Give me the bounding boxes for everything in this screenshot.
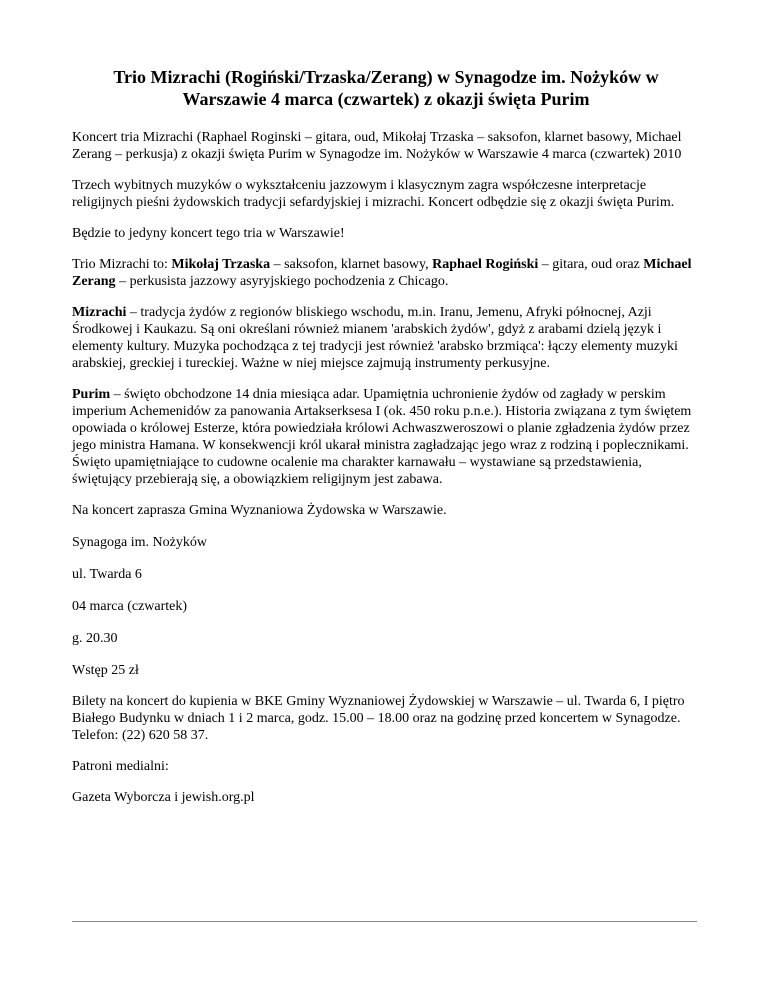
tickets-paragraph: Bilety na koncert do kupienia w BKE Gminy Wyznaniowej Żydowskiej w Warszawie – ul. Twarda 6, I piętro Białego Budynku w dniach 1 i 2 marca, godz. 15.00 – 18.00 oraz na godzinę przed koncertem w Synagodze. Telefon: (22) 620 58 37. xyxy=(72,694,685,743)
venue-line: Synagoga im. Nożyków xyxy=(72,535,207,550)
member-role-roginski: – gitara, oud oraz xyxy=(538,257,644,272)
mizrachi-text: – tradycja żydów z regionów bliskiego wschodu, m.in. Iranu, Jemenu, Afryki północnej, Azji Środkowej i Kaukazu. Są oni określani również mianem 'arabskich żydów', gdyż z arabami dzielą język i elementy kultury. Muzyka pochodząca z tej tradycji jest również 'arabsko brzmiąca': łączy elementy muzyki arabskiej, greckiej i tureckiej. Ważne w niej miejsce zajmują instrumenty perkusyjne. xyxy=(72,305,678,371)
price-line: Wstęp 25 zł xyxy=(72,663,139,678)
footer-divider xyxy=(72,921,697,922)
page-title: Trio Mizrachi (Rogiński/Trzaska/Zerang) w Synagodze im. Nożyków w Warszawie 4 marca (czwartek) z okazji święta Purim xyxy=(113,67,659,109)
members-lead: Trio Mizrachi to: xyxy=(72,257,172,272)
member-role-zerang: – perkusista jazzowy asyryjskiego pochodzenia z Chicago. xyxy=(115,274,449,289)
document-page xyxy=(72,60,700,806)
purim-text: – święto obchodzone 14 dnia miesiąca adar. Upamiętnia uchronienie żydów od zagłady w perskim imperium Achemenidów za panowania Artakserksesa I (ok. 450 roku p.n.e.). Historia związana z tym świętem opowiada o królowej Esterze, która powiedziała królowi Achwaszweroszowi o planie zgładzenia żydów przez jego ministra Hamana. W konsekwencji król ukarał ministra zagładzając jego wraz z rodziną i poplecznikami. Święto upamiętniające to cudowne ocalenie ma charakter karnawału – wystawiane są przedstawienia, świętujący przebierają się, a obowiązkiem religijnym jest zabawa. xyxy=(72,387,692,487)
exclusive-paragraph: Będzie to jedyny koncert tego tria w Warszawie! xyxy=(72,226,345,241)
mizrachi-paragraph xyxy=(72,304,700,372)
invite-paragraph: Na koncert zaprasza Gmina Wyznaniowa Żydowska w Warszawie. xyxy=(72,503,447,518)
member-name-roginski: Raphael Rogiński xyxy=(432,257,539,272)
patrons-line: Gazeta Wyborcza i jewish.org.pl xyxy=(72,790,255,805)
intro-paragraph: Koncert tria Mizrachi (Raphael Roginski – gitara, oud, Mikołaj Trzaska – saksofon, klarnet basowy, Michael Zerang – perkusja) z okazji święta Purim w Synagodze im. Nożyków w Warszawie 4 marca (czwartek) 2010 xyxy=(72,130,682,162)
patrons-label: Patroni medialni: xyxy=(72,759,169,774)
time-line: g. 20.30 xyxy=(72,631,118,646)
members-paragraph xyxy=(72,256,700,290)
purim-paragraph xyxy=(72,386,700,488)
member-name-zerang: Michael Zerang xyxy=(72,257,692,289)
date-line: 04 marca (czwartek) xyxy=(72,599,188,614)
purim-term: Purim xyxy=(72,387,111,402)
member-role-trzaska: – saksofon, klarnet basowy, xyxy=(270,257,433,272)
mizrachi-term: Mizrachi xyxy=(72,305,127,320)
address-line: ul. Twarda 6 xyxy=(72,567,142,582)
member-name-trzaska: Mikołaj Trzaska xyxy=(171,257,271,272)
program-paragraph: Trzech wybitnych muzyków o wykształceniu jazzowym i klasycznym zagra współczesne interpretacje religijnych pieśni żydowskich tradycji sefardyjskiej i mizrachi. Koncert odbędzie się z okazji święta Purim. xyxy=(72,178,675,210)
